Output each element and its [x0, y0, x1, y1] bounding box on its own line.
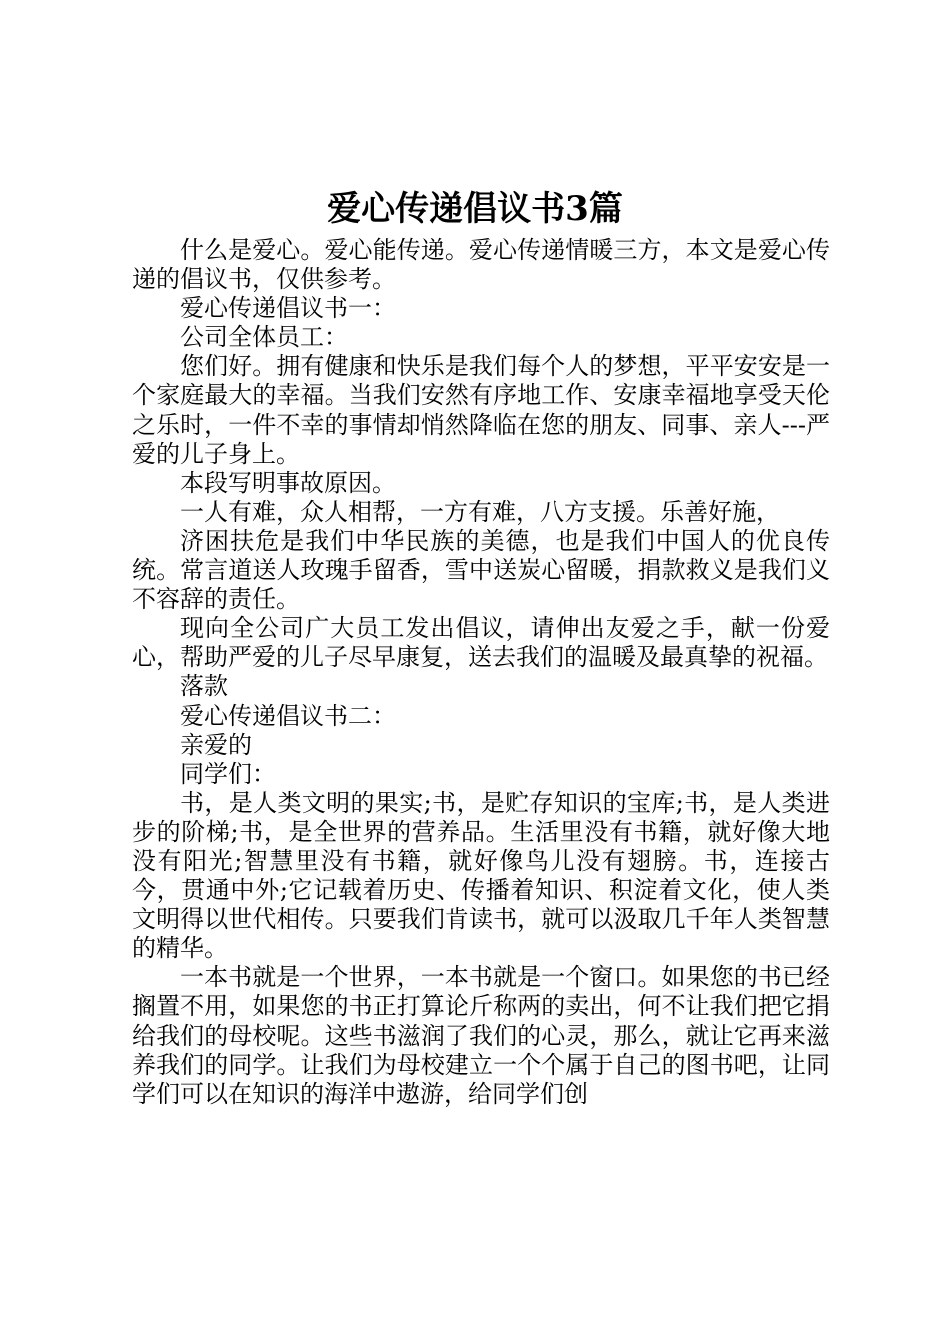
- paragraph-heading-two: 爱心传递倡议书二：: [180, 701, 396, 730]
- paragraph: 您们好。拥有健康和快乐是我们每个人的梦想，平平安安是一个家庭最大的幸福。当我们安然有序地工作、安康幸福地享受天伦之乐时，一件不幸的事情却悄然降临在您的朋友、同事、亲人---严爱的儿子身上。: [132, 352, 830, 468]
- paragraph-signature: 落款: [180, 672, 228, 701]
- paragraph-salutation-students: 同学们：: [180, 759, 276, 788]
- paragraph: 现向全公司广大员工发出倡议，请伸出友爱之手，献一份爱心，帮助严爱的儿子尽早康复，送去我们的温暖及最真挚的祝福。: [132, 614, 830, 672]
- paragraph-salutation-staff: 公司全体员工：: [180, 323, 348, 352]
- document-title: 爱心传递倡议书3篇: [327, 189, 623, 229]
- paragraph-salutation-dear: 亲爱的: [180, 730, 252, 759]
- paragraph-intro: 什么是爱心。爱心能传递。爱心传递情暖三方，本文是爱心传递的倡议书，仅供参考。: [132, 236, 830, 294]
- paragraph-heading-one: 爱心传递倡议书一：: [180, 294, 396, 323]
- paragraph: 一本书就是一个世界，一本书就是一个窗口。如果您的书已经搁置不用，如果您的书正打算论斤称两的卖出，何不让我们把它捐给我们的母校呢。这些书滋润了我们的心灵，那么，就让它再来滋养我们的同学。让我们为母校建立一个个属于自己的图书吧，让同学们可以在知识的海洋中遨游，给同学们创: [132, 963, 830, 1108]
- paragraph: 济困扶危是我们中华民族的美德，也是我们中国人的优良传统。常言道送人玫瑰手留香，雪中送炭心留暖，捐款救义是我们义不容辞的责任。: [132, 526, 830, 614]
- paragraph: 一人有难，众人相帮，一方有难，八方支援。乐善好施，: [180, 497, 780, 526]
- document-body: [132, 236, 830, 1109]
- paragraph: 本段写明事故原因。: [180, 468, 396, 497]
- paragraph: 书，是人类文明的果实;书，是贮存知识的宝库;书，是人类进步的阶梯;书，是全世界的营养品。生活里没有书籍，就好像大地没有阳光;智慧里没有书籍，就好像鸟儿没有翅膀。书，连接古今，贯通中外;它记载着历史、传播着知识、积淀着文化，使人类文明得以世代相传。只要我们肯读书，就可以汲取几千年人类智慧的精华。: [132, 788, 830, 963]
